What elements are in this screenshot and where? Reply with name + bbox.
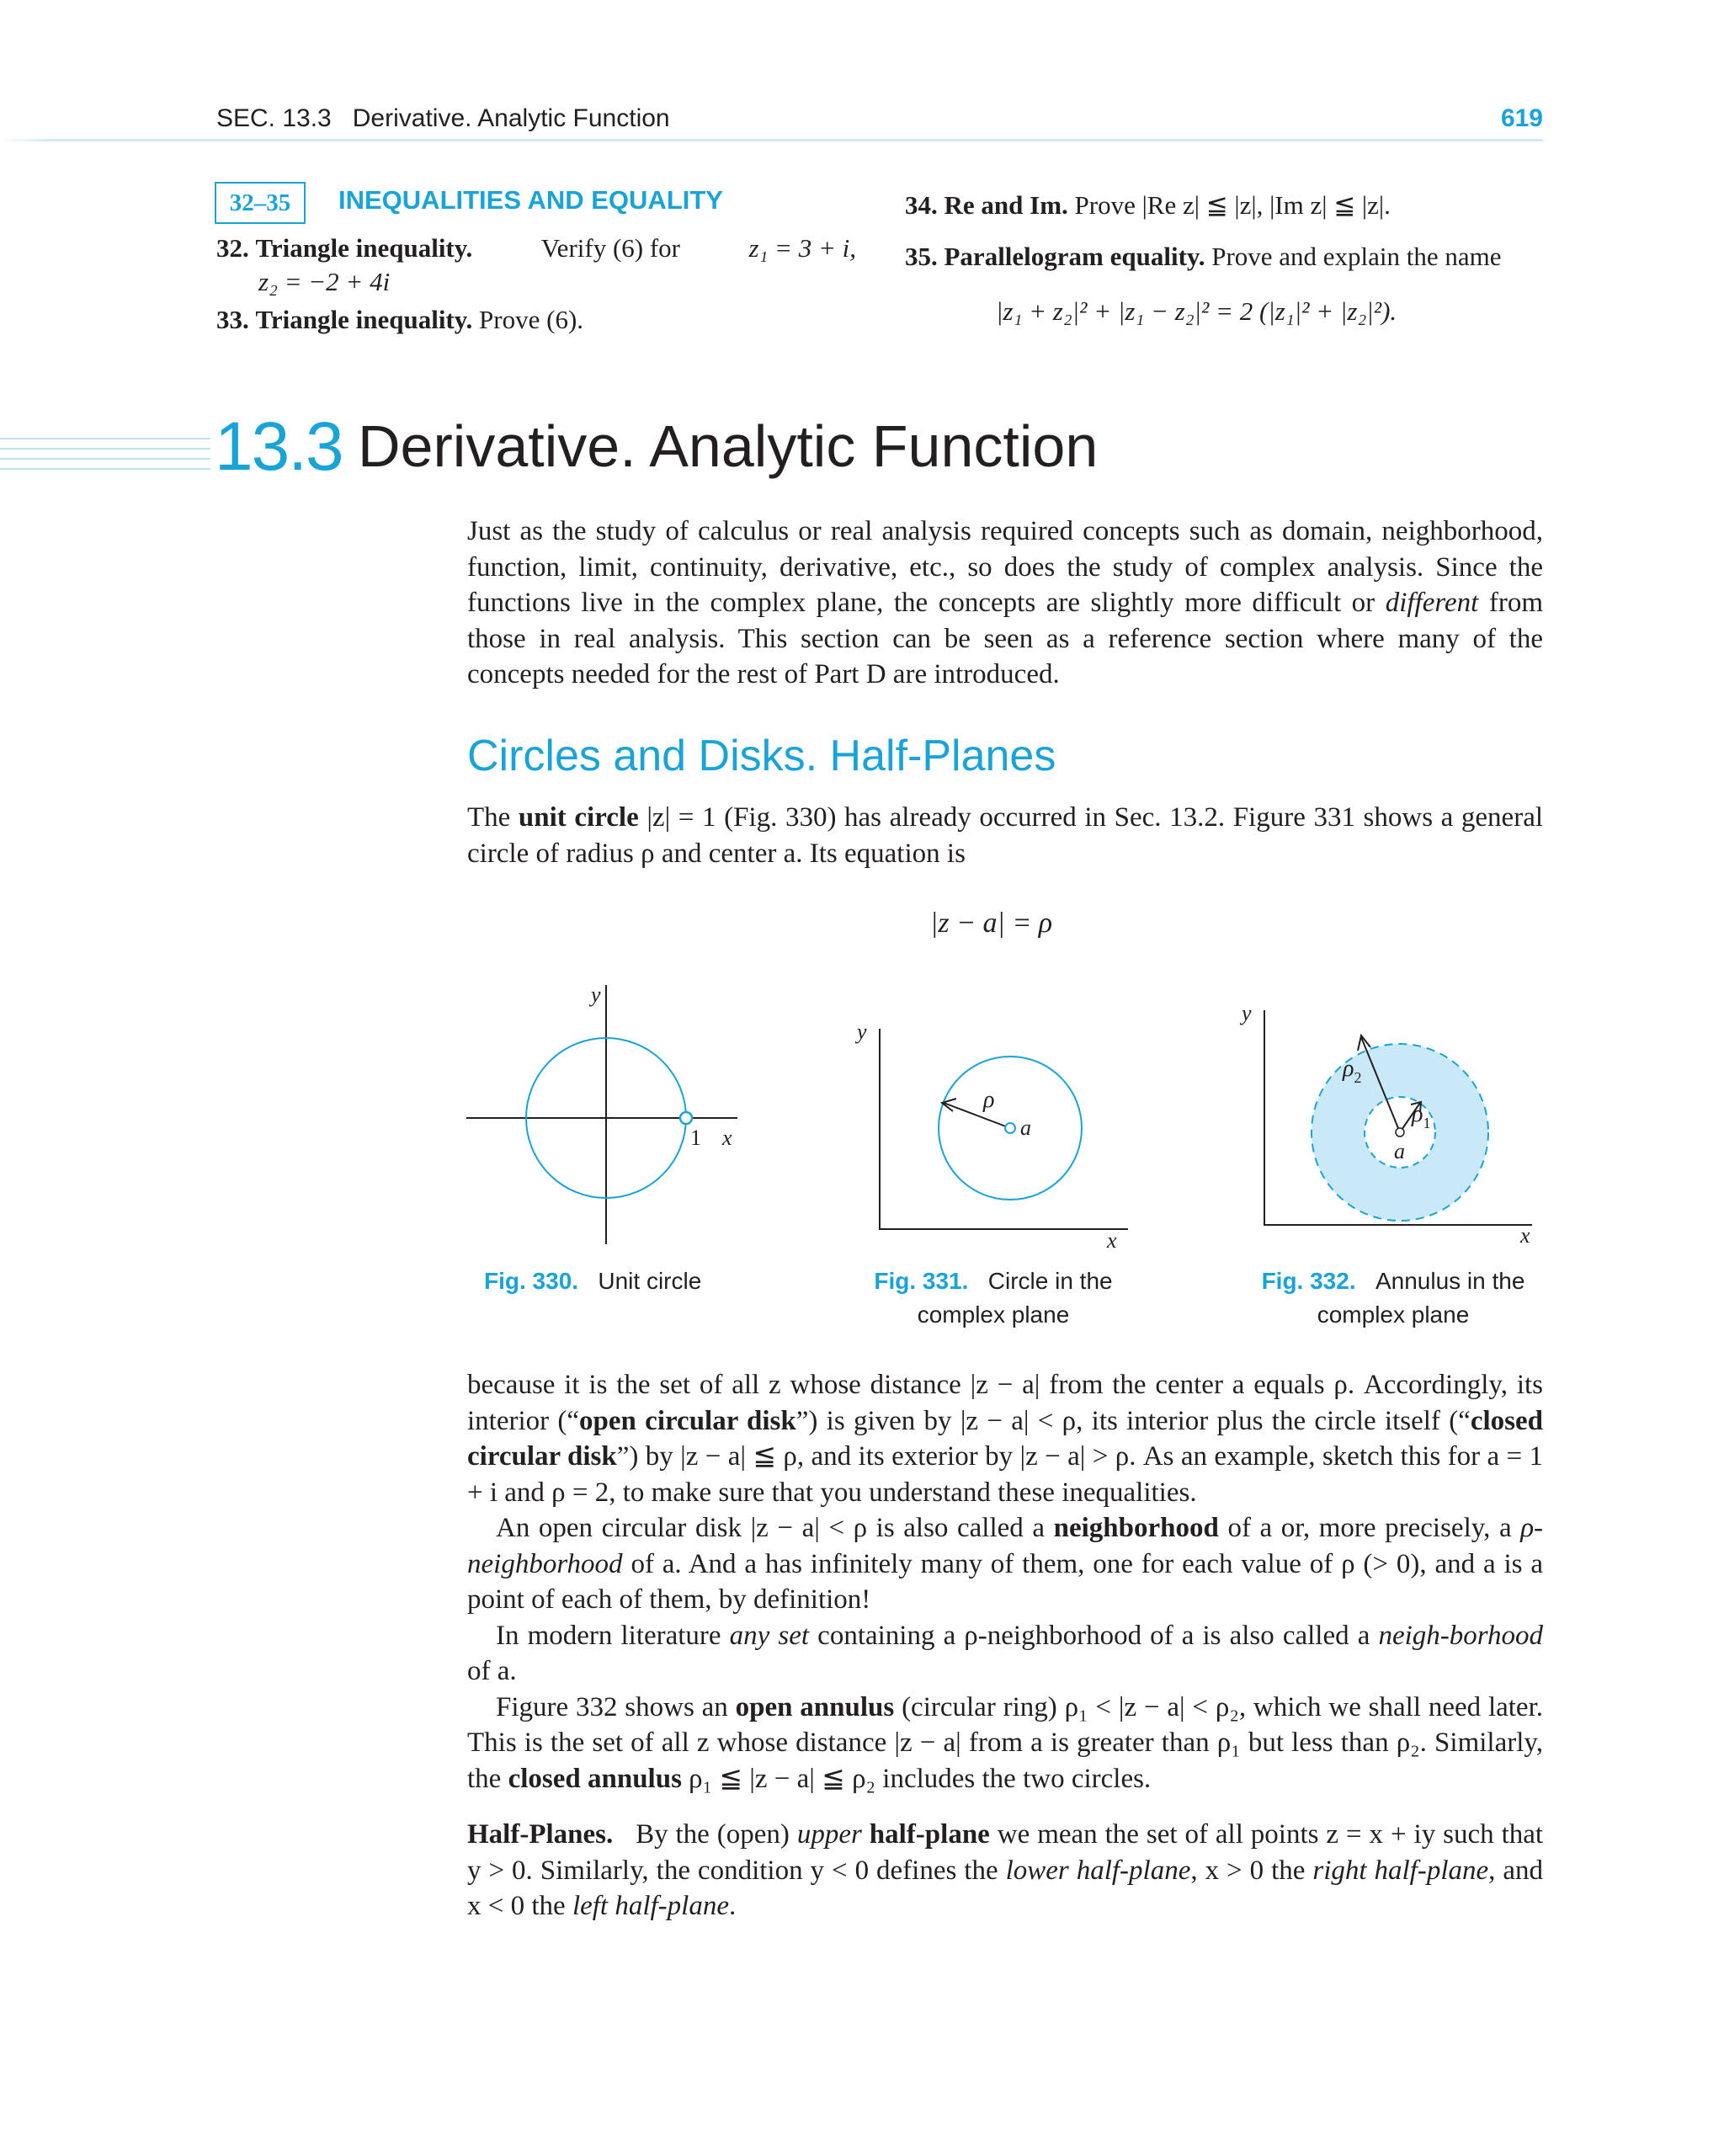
problem-range-box: 32–35 xyxy=(215,182,306,224)
fig331-y-label: y xyxy=(857,1019,867,1044)
fig332-x-label: x xyxy=(1520,1223,1530,1248)
problem-text: Prove |Re z| ≦ |z|, |Im z| ≦ |z|. xyxy=(1074,190,1391,220)
problem-number: 34. xyxy=(905,190,938,220)
term-rho-neighborhood: ρ-neighborhood xyxy=(467,1513,1544,1579)
text: ”) by |z − a| ≦ ρ, and its exterior by |z − a| > ρ. As an example, sketch this for a = 1 + i and ρ = 2, to make sure that you understand these inequalities. xyxy=(467,1441,1543,1508)
term-neighborhood: neighborhood xyxy=(1053,1513,1219,1543)
term-open-disk: open circular disk xyxy=(579,1405,796,1436)
term-closed-annulus: closed annulus xyxy=(508,1763,682,1794)
intro-text: Just as the study of calculus or real analysis required concepts such as domain, neighborhood, function, limit, continuity, derivative, etc., so does the study of complex analysis. Since the functions live in the complex plane, the concepts are slightly more difficult or xyxy=(467,516,1543,618)
fig332-label: Fig. 332. xyxy=(1261,1268,1356,1294)
problem-title: Parallelogram equality. xyxy=(944,242,1205,271)
title-rule xyxy=(0,448,210,450)
problem-title: Triangle inequality. xyxy=(255,305,473,334)
fig331-x-label: x xyxy=(1107,1228,1117,1253)
paragraph-disks xyxy=(467,1367,1543,1510)
fig332-center xyxy=(1396,1128,1404,1137)
fig330-one-label: 1 xyxy=(690,1126,701,1150)
text: In modern literature xyxy=(496,1620,721,1651)
text: containing a ρ-neighborhood of a is also called a xyxy=(817,1620,1370,1651)
fig332-caption-text-2: complex plane xyxy=(1317,1302,1470,1328)
intro-paragraph xyxy=(467,514,1543,693)
paragraph-unit-circle xyxy=(467,800,1543,871)
fig331-label: Fig. 331. xyxy=(874,1268,969,1294)
fig332-a-label: a xyxy=(1394,1139,1405,1163)
title-rule xyxy=(0,438,210,439)
intro-emphasis: different xyxy=(1385,588,1479,618)
problem-equation: z₁ = 3 + i, xyxy=(748,233,856,263)
text: An open circular disk |z − a| < ρ is also called a xyxy=(496,1513,1046,1543)
problem-number: 35. xyxy=(905,242,938,271)
emphasis: any set xyxy=(729,1620,810,1651)
term-unit-circle: unit circle xyxy=(518,802,639,833)
paragraph-neighborhood xyxy=(467,1510,1543,1618)
paragraph-modern xyxy=(467,1618,1543,1690)
fig332-rho1-subscript: 1 xyxy=(1423,1115,1431,1131)
running-header xyxy=(216,104,1543,140)
fig331-a-label: a xyxy=(1020,1115,1031,1140)
fig330-caption-text: Unit circle xyxy=(598,1268,702,1294)
section-title-label: Derivative. Analytic Function xyxy=(352,104,670,132)
fig332-annulus xyxy=(1239,1001,1532,1248)
term-half-plane: half-plane xyxy=(869,1819,990,1850)
title-rule xyxy=(0,458,210,460)
emphasis: right half-plane xyxy=(1312,1855,1489,1886)
section-number: 13.3 xyxy=(215,408,343,485)
text: ρ₁ ≦ |z − a| ≦ ρ₂ includes the two circles. xyxy=(689,1763,1152,1794)
fig331-radius xyxy=(944,1103,1010,1128)
page-number: 619 xyxy=(1500,104,1543,132)
fig331-caption xyxy=(863,1264,1124,1332)
problem-equation: z₂ = −2 + 4i xyxy=(258,267,391,296)
fig330-unit-circle xyxy=(466,982,737,1244)
circle-equation: |z − a| = ρ xyxy=(930,908,1053,939)
body-text xyxy=(467,1367,1543,1924)
fig331-caption-text: Circle in the xyxy=(987,1268,1113,1294)
text: The xyxy=(467,802,511,833)
fig332-caption-text: Annulus in the xyxy=(1375,1268,1525,1294)
text: of a or, more precisely, a xyxy=(1227,1513,1512,1543)
problem-text: Verify (6) for xyxy=(540,233,680,263)
fig331-rho-label: ρ xyxy=(983,1087,995,1113)
fig332-rho2-symbol: ρ xyxy=(1343,1056,1354,1082)
paragraph-annulus xyxy=(467,1690,1543,1797)
emphasis: lower half-plane xyxy=(1005,1855,1191,1886)
problem-title: Triangle inequality. xyxy=(255,233,473,263)
fig330-caption xyxy=(484,1264,701,1298)
problem-text: Prove and explain the name xyxy=(1211,242,1502,271)
section-heading: Derivative. Analytic Function xyxy=(358,413,1099,479)
emphasis: upper xyxy=(796,1819,862,1850)
intro-text-tail: from those in real analysis. This section can be seen as a reference section where many of the concepts needed for the rest of Part D are introduced. xyxy=(467,588,1544,689)
fig331-center xyxy=(1005,1123,1015,1133)
text: . xyxy=(728,1891,737,1921)
problem-35-equation: |z₁ + z₂|² + |z₁ − z₂|² = 2 (|z₁|² + |z₂|²). xyxy=(996,296,1397,326)
subsection-heading: Circles and Disks. Half-Planes xyxy=(467,732,1056,780)
problem-34 xyxy=(905,189,1391,222)
running-header-section xyxy=(216,104,670,133)
text: , x > 0 the xyxy=(1190,1855,1306,1886)
emphasis: left half-plane xyxy=(572,1891,729,1921)
problem-33 xyxy=(216,303,583,337)
term-closed-disk: closed circular disk xyxy=(467,1405,1543,1472)
text: of a. xyxy=(467,1656,517,1686)
section-label: SEC. 13.3 xyxy=(216,104,332,132)
header-rule xyxy=(0,139,1543,141)
text: By the (open) xyxy=(636,1819,790,1850)
run-in-heading: Half-Planes. xyxy=(467,1819,614,1850)
problem-number: 33. xyxy=(216,305,249,334)
fig331-circle xyxy=(854,1019,1128,1253)
problem-35 xyxy=(905,240,1502,274)
problem-number: 32. xyxy=(216,233,249,263)
title-rule xyxy=(0,468,210,470)
fig330-y-label: y xyxy=(591,982,601,1007)
problem-title: Re and Im. xyxy=(944,190,1068,220)
paragraph-half-planes xyxy=(467,1817,1543,1924)
emphasis: neigh-borhood xyxy=(1378,1620,1544,1651)
text: , and x < 0 the xyxy=(467,1855,1544,1921)
problem-set-title: INEQUALITIES AND EQUALITY xyxy=(338,185,723,215)
text: we mean the set of all points z = x + iy such that y > 0. Similarly, the condition y < 0 defines the xyxy=(467,1819,1544,1886)
fig330-point xyxy=(680,1112,692,1124)
problem-text: Prove (6). xyxy=(479,305,584,334)
fig332-rho2-subscript: 2 xyxy=(1354,1069,1362,1086)
text: because it is the set of all z whose distance |z − a| from the center a equals ρ. Accordingly, its interior (“ xyxy=(467,1370,1543,1436)
fig332-caption xyxy=(1250,1264,1536,1332)
text: |z| = 1 (Fig. 330) has already occurred in Sec. 13.2. Figure 331 shows a general circle of radius ρ and center a. Its equation is xyxy=(467,802,1544,869)
fig330-label: Fig. 330. xyxy=(484,1268,579,1294)
text: ”) is given by |z − a| < ρ, its interior plus the circle itself (“ xyxy=(795,1405,1471,1436)
term-open-annulus: open annulus xyxy=(735,1691,895,1722)
text: of a. And a has infinitely many of them, one for each value of ρ (> 0), and a is a point of each of them, by definition! xyxy=(467,1548,1544,1615)
text: Figure 332 shows an xyxy=(496,1691,728,1722)
problem-32 xyxy=(216,232,856,299)
fig332-y-label: y xyxy=(1242,1001,1252,1025)
fig332-rho1-symbol: ρ xyxy=(1412,1101,1423,1127)
fig331-caption-text-2: complex plane xyxy=(917,1302,1070,1328)
fig330-x-label: x xyxy=(722,1126,732,1150)
text: (circular ring) ρ₁ < |z − a| < ρ₂, which we shall need later. This is the set of all z whose distance |z − a| from a is greater than ρ₁ but less than ρ₂. Similarly, the xyxy=(467,1691,1543,1794)
